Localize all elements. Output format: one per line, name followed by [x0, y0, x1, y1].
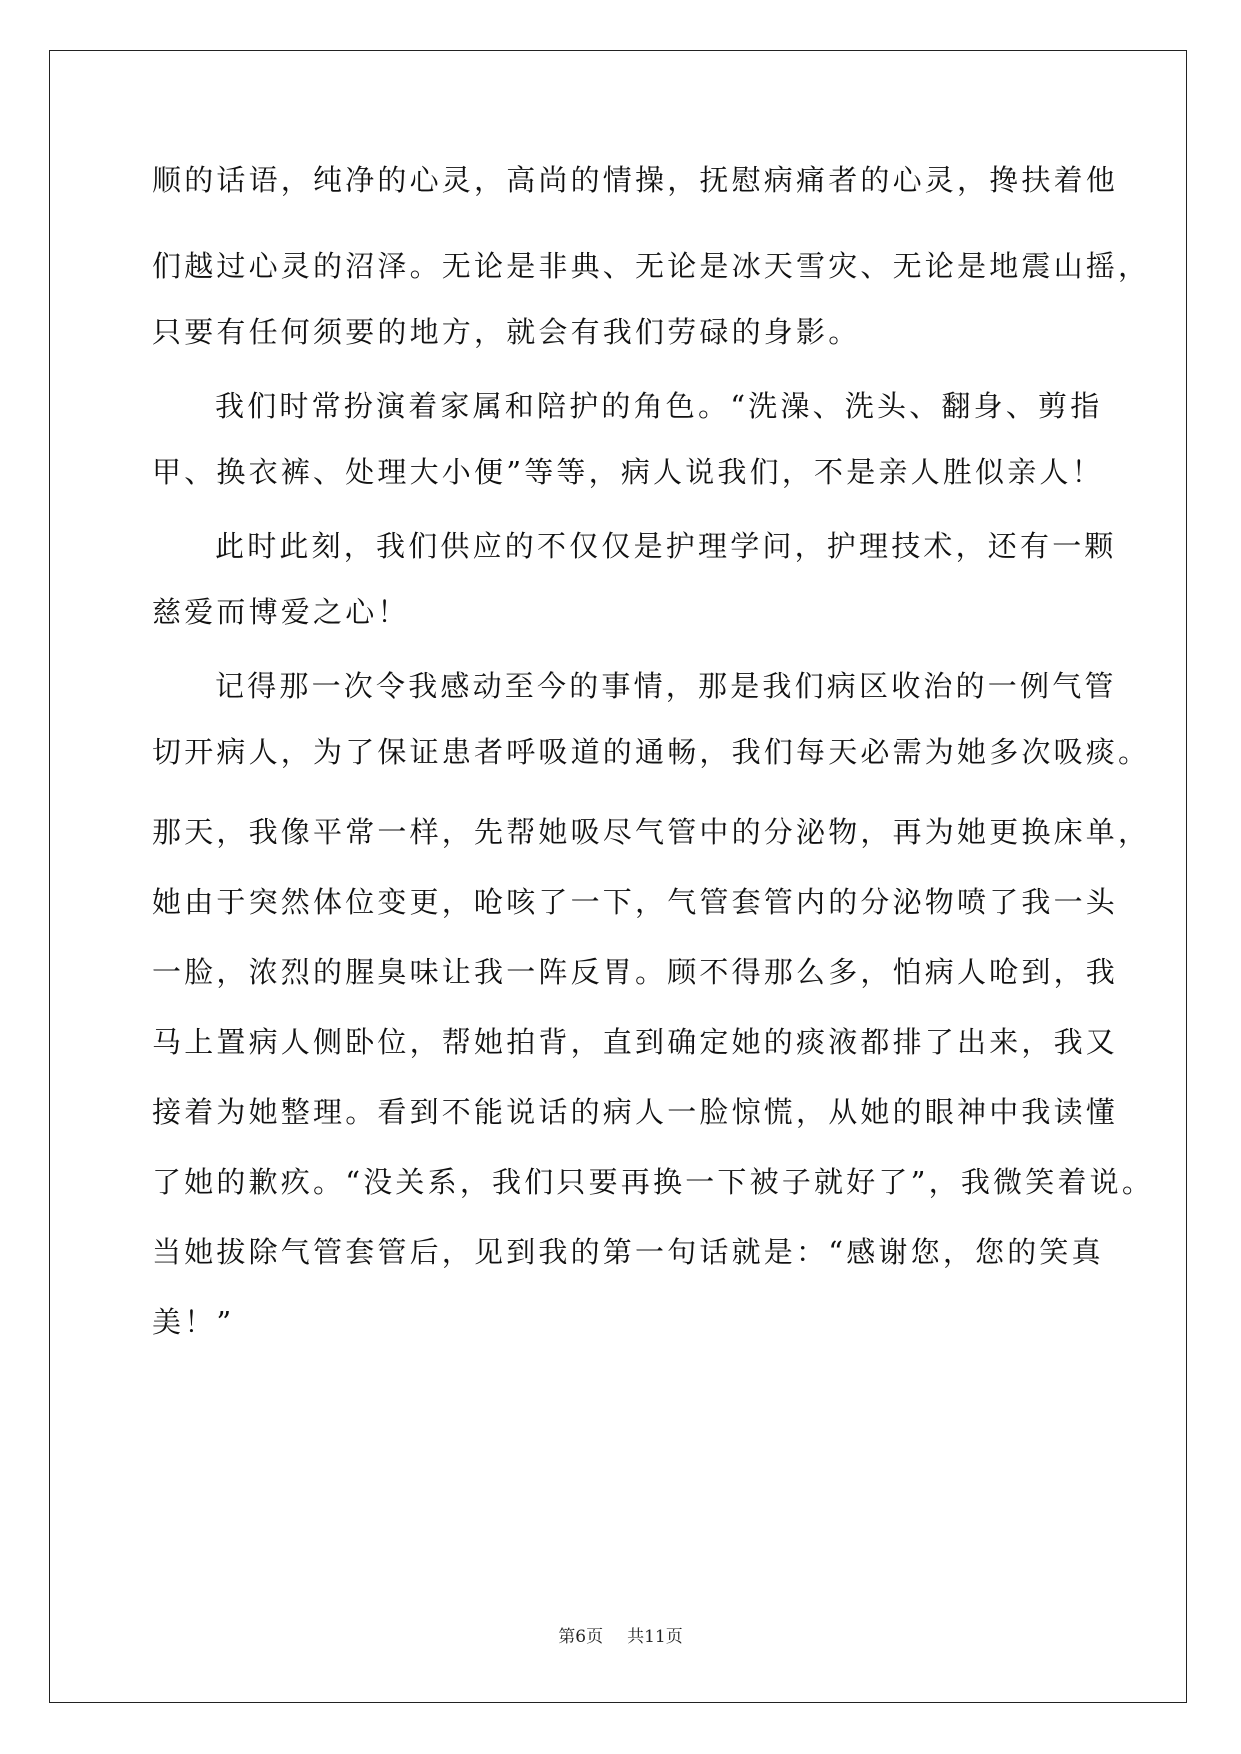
- text-line: 一脸，浓烈的腥臭味让我一阵反胃。顾不得那么多，怕病人呛到，我: [152, 955, 1119, 989]
- page-number-total: 共11页: [627, 1627, 683, 1647]
- text-line: 此时此刻，我们供应的不仅仅是护理学问，护理技术，还有一颗: [215, 529, 1117, 563]
- text-line: 那天，我像平常一样，先帮她吸尽气管中的分泌物，再为她更换床单，: [152, 815, 1151, 849]
- text-line: 了她的歉疚。“没关系，我们只要再换一下被子就好了”，我微笑着说。: [152, 1165, 1155, 1199]
- page-footer: [0, 1622, 1241, 1647]
- text-line: 只要有任何须要的地方，就会有我们劳碌的身影。: [152, 315, 861, 349]
- text-line: 慈爱而博爱之心！: [152, 595, 410, 629]
- text-line: 接着为她整理。看到不能说话的病人一脸惊慌，从她的眼神中我读懂: [152, 1095, 1119, 1129]
- text-line: 顺的话语，纯净的心灵，高尚的情操，抚慰病痛者的心灵，搀扶着他: [152, 163, 1119, 197]
- text-line: 马上置病人侧卧位，帮她拍背，直到确定她的痰液都排了出来，我又: [152, 1025, 1119, 1059]
- page-border: [49, 50, 1187, 1703]
- text-line: 甲、换衣裤、处理大小便”等等，病人说我们，不是亲人胜似亲人！: [152, 455, 1104, 489]
- text-line: 们越过心灵的沼泽。无论是非典、无论是冰天雪灾、无论是地震山摇，: [152, 249, 1151, 283]
- text-line: 切开病人，为了保证患者呼吸道的通畅，我们每天必需为她多次吸痰。: [152, 735, 1151, 769]
- text-line: 美！”: [152, 1305, 235, 1339]
- page-number-current: 第6页: [558, 1627, 604, 1647]
- text-line: 她由于突然体位变更，呛咳了一下，气管套管内的分泌物喷了我一头: [152, 885, 1119, 919]
- text-line: 记得那一次令我感动至今的事情，那是我们病区收治的一例气管: [215, 669, 1117, 703]
- text-line: 我们时常扮演着家属和陪护的角色。“洗澡、洗头、翻身、剪指: [215, 389, 1103, 423]
- text-line: 当她拔除气管套管后，见到我的第一句话就是：“感谢您，您的笑真: [152, 1235, 1104, 1269]
